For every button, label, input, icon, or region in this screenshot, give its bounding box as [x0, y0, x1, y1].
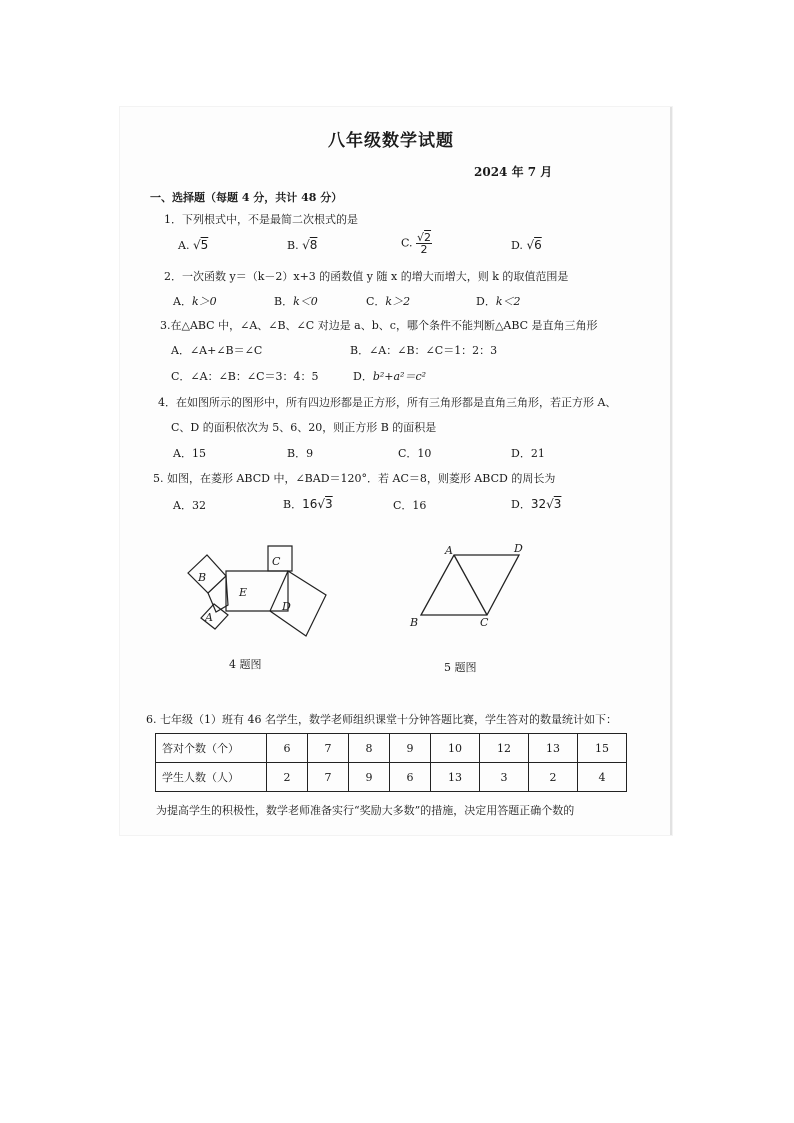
q1-option-c [401, 232, 432, 255]
fig4-label-c: C [272, 555, 281, 568]
q4-option-d [511, 447, 545, 461]
q3-option-b [350, 344, 497, 358]
q6-continuation: 为提高学生的积极性，数学老师准备实行“奖励大多数”的措施，决定用答题正确个数的 [156, 804, 575, 817]
coefficient: 16 [302, 497, 318, 511]
option-label: B． [274, 295, 294, 308]
option-label: D． [353, 370, 373, 383]
q2-option-c [366, 295, 410, 309]
option-text: 16 [412, 499, 427, 512]
option-label: B. [287, 239, 299, 252]
table-cell: 9 [390, 734, 431, 763]
option-text: k＞0 [191, 295, 217, 308]
option-label: C． [171, 370, 191, 383]
fig4-label-a: A [205, 611, 213, 624]
table-cell: 13 [431, 763, 480, 792]
option-text: 32 [191, 499, 206, 512]
option-text: b²+a²＝c² [372, 370, 427, 383]
q2-option-a [173, 295, 217, 309]
fig4-label-d: D [282, 600, 291, 613]
fig5-label-c: C [480, 616, 489, 629]
option-label: A． [173, 295, 192, 308]
q3-stem: 3.在△ABC 中，∠A、∠B、∠C 对边是 a、b、c，哪个条件不能判断△ABC 是直角三角形 [160, 319, 598, 332]
q6-stem: 6. 七年级（1）班有 46 名学生，数学老师组织课堂十分钟答题比赛，学生答对的数量统计如下： [146, 713, 617, 726]
option-label: C． [398, 447, 418, 460]
q4-stem-line1: 4．在如图所示的图形中，所有四边形都是正方形，所有三角形都是直角三角形，若正方形 A、 [158, 396, 617, 409]
q3-option-a [171, 344, 262, 358]
q1-option-d: D. √6 [511, 238, 542, 252]
table-cell: 3 [480, 763, 529, 792]
exam-date: 2024 年 7 月 [474, 165, 553, 179]
fraction: $\frac{√2}{2}$ [417, 231, 432, 256]
option-label: B． [283, 498, 303, 511]
option-text: 21 [530, 447, 545, 460]
table-cell: 8 [349, 734, 390, 763]
option-label: D． [476, 295, 496, 308]
option-label: B． [350, 344, 370, 357]
q1-option-b: B. √8 [287, 238, 318, 252]
option-label: C. [401, 236, 413, 250]
exam-title: 八年级数学试题 [328, 131, 454, 151]
option-text: k＞2 [385, 295, 411, 308]
figure-5-rhombus [405, 540, 530, 635]
option-label: D． [511, 447, 531, 460]
fig5-label-b: B [410, 616, 419, 629]
q3-option-d [353, 370, 426, 384]
q2-option-d [476, 295, 521, 309]
option-text: ∠A+∠B＝∠C [189, 344, 263, 357]
q3-option-c [171, 370, 319, 384]
figure-4-squares [180, 540, 340, 640]
radicand: 3 [553, 497, 562, 511]
table-cell: 6 [267, 734, 308, 763]
q1-stem: 1．下列根式中，不是最简二次根式的是 [164, 213, 358, 226]
table-cell: 7 [308, 763, 349, 792]
option-label: C． [393, 499, 413, 512]
row-header: 学生人数（人） [156, 763, 267, 792]
option-text: 15 [191, 447, 206, 460]
fraction-numerator: 2 [424, 231, 432, 244]
fig4-label-e: E [239, 586, 248, 599]
q4-option-b [287, 447, 313, 461]
option-label: A. [178, 239, 190, 252]
table-cell: 6 [390, 763, 431, 792]
fig4-label-b: B [198, 571, 207, 584]
q5-option-a [173, 499, 206, 513]
q5-option-d: D．32√3 [511, 497, 562, 511]
q5-option-b: B．16√3 [283, 497, 333, 511]
table-row [156, 763, 627, 792]
option-text: ∠A：∠B：∠C＝3：4：5 [190, 370, 319, 383]
radicand: 6 [534, 238, 542, 252]
radicand: 8 [309, 238, 318, 252]
q5-stem: 5. 如图，在菱形 ABCD 中，∠BAD＝120°．若 AC＝8，则菱形 ABCD 的周长为 [153, 472, 556, 485]
table-cell: 9 [349, 763, 390, 792]
figure-4-caption: 4 题图 [229, 658, 262, 671]
q2-stem: 2．一次函数 y＝（k－2）x+3 的函数值 y 随 x 的增大而增大，则 k 的取值范围是 [164, 270, 569, 283]
table-cell: 15 [578, 734, 627, 763]
option-text: k＜0 [293, 295, 318, 308]
figure-5-caption: 5 题图 [444, 661, 477, 674]
table-cell: 10 [431, 734, 480, 763]
option-label: C． [366, 295, 386, 308]
row-header: 答对个数（个） [156, 734, 267, 763]
section-heading: 一、选择题（每题 4 分，共计 48 分） [150, 191, 343, 204]
q1-option-a: A. √5 [178, 238, 209, 252]
option-label: A． [173, 499, 192, 512]
table-cell: 4 [578, 763, 627, 792]
option-label: B． [287, 447, 307, 460]
table-row [156, 734, 627, 763]
q4-option-a [173, 447, 206, 461]
option-label: D. [511, 239, 523, 252]
option-text: 9 [306, 447, 314, 460]
square-b [188, 555, 226, 593]
fig5-label-d: D [514, 542, 523, 555]
q5-option-c [393, 499, 426, 513]
q2-option-b [274, 295, 318, 309]
fig5-label-a: A [445, 544, 453, 557]
table-cell: 2 [267, 763, 308, 792]
q4-stem-line2: C、D 的面积依次为 5、6、20，则正方形 B 的面积是 [171, 421, 437, 434]
option-label: D． [511, 498, 531, 511]
option-label: A． [173, 447, 192, 460]
radicand: 3 [325, 497, 333, 511]
option-text: k＜2 [495, 295, 521, 308]
table-cell: 7 [308, 734, 349, 763]
diagonal-ac [454, 555, 487, 615]
option-label: A． [171, 344, 190, 357]
stats-table [155, 733, 627, 792]
table-cell: 12 [480, 734, 529, 763]
fraction-denominator: 2 [420, 243, 428, 256]
q4-option-c [398, 447, 431, 461]
option-text: ∠A：∠B：∠C＝1：2：3 [369, 344, 498, 357]
square-d [270, 571, 326, 636]
table-cell: 2 [529, 763, 578, 792]
table-cell: 13 [529, 734, 578, 763]
radicand: 5 [200, 238, 209, 252]
option-text: 10 [417, 447, 432, 460]
coefficient: 32 [530, 497, 547, 511]
scan-edge [670, 107, 672, 835]
